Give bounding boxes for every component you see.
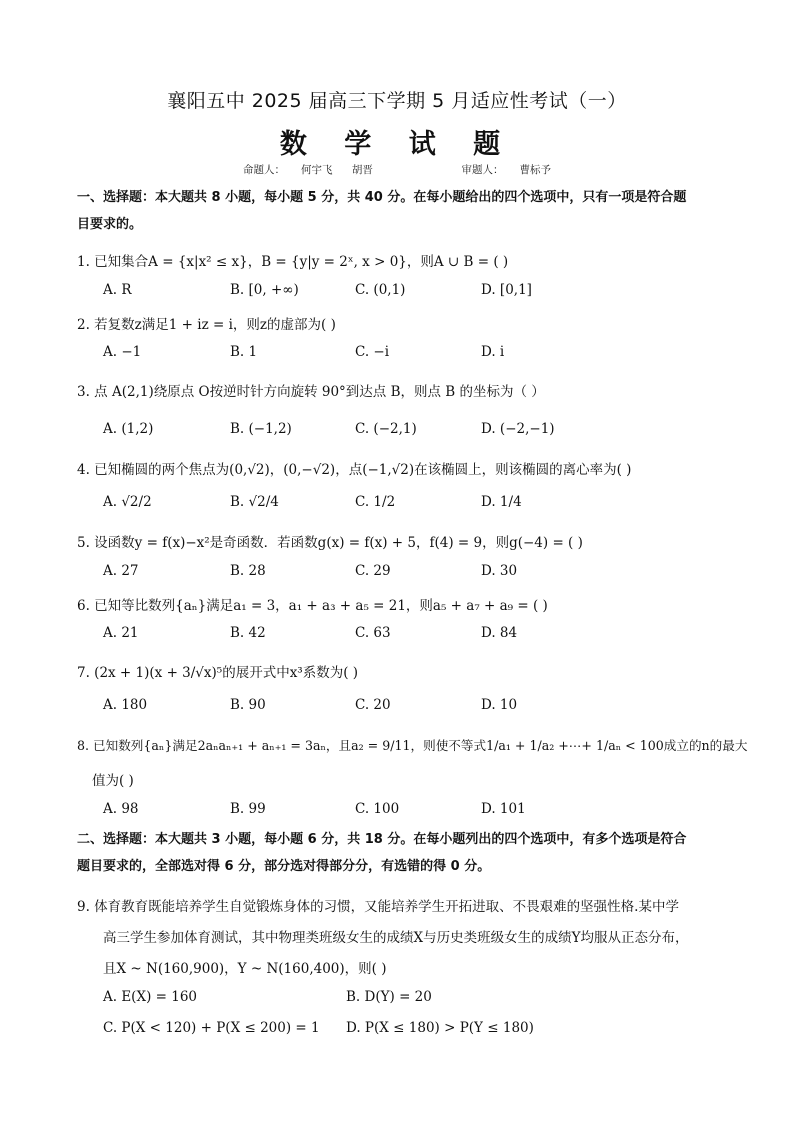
- section-1-heading-line-2: 目要求的。: [77, 217, 143, 232]
- q4-option-b: B. √2/4: [230, 494, 279, 510]
- q3-option-d: D. (−2,−1): [481, 421, 555, 437]
- q3-option-c: C. (−2,1): [355, 421, 417, 437]
- q6-option-d: D. 84: [481, 625, 518, 641]
- section-2-heading-line-1: 二、选择题：本大题共 3 小题，每小题 6 分，共 18 分。在每小题列出的四个选项中，有多个选项是符合: [77, 832, 687, 847]
- q6-option-c: C. 63: [355, 625, 391, 641]
- author-1: 何宇飞: [300, 164, 333, 176]
- question-3-options: [103, 421, 723, 441]
- question-4-options: [103, 494, 723, 514]
- q4-option-d: D. 1/4: [481, 494, 522, 510]
- question-2-stem: 2. 若复数z满足1 + iz = i，则z的虚部为( ): [77, 317, 336, 333]
- authors-line: [0, 162, 794, 177]
- q2-option-d: D. i: [481, 344, 505, 360]
- section-2-heading-line-2: 题目要求的，全部选对得 6 分，部分选对得部分分，有选错的得 0 分。: [77, 859, 491, 874]
- q3-option-a: A. (1,2): [103, 421, 154, 437]
- question-5-options: [103, 563, 723, 583]
- question-8-stem-line-1: 8. 已知数列{aₙ}满足2aₙaₙ₊₁ + aₙ₊₁ = 3aₙ，且a₂ = 9/11，则使不等式1/a₁ + 1/a₂ +⋯+ 1/aₙ < 100成立的n的最大: [77, 738, 748, 753]
- q7-option-c: C. 20: [355, 697, 391, 713]
- question-9-options-row-1: [103, 989, 723, 1009]
- q5-option-a: A. 27: [103, 563, 139, 579]
- reviewer-label: 审题人：: [461, 164, 504, 176]
- question-6-stem: 6. 已知等比数列{aₙ}满足a₁ = 3，a₁ + a₃ + a₅ = 21，则a₅ + a₇ + a₉ = ( ): [77, 598, 548, 614]
- q4-option-c: C. 1/2: [355, 494, 396, 510]
- question-8-stem-line-2: 值为( ): [92, 773, 134, 789]
- question-5-stem: 5. 设函数y = f(x)−x²是奇函数．若函数g(x) = f(x) + 5，f(4) = 9，则g(−4) = ( ): [77, 535, 583, 551]
- exam-subject-title: 数 学 试 题: [279, 129, 515, 160]
- q1-option-d: D. [0,1]: [481, 282, 532, 298]
- question-6-options: [103, 625, 723, 645]
- q7-option-b: B. 90: [230, 697, 266, 713]
- section-1-heading: [77, 184, 717, 238]
- q2-option-b: B. 1: [230, 344, 258, 360]
- q8-option-a: A. 98: [103, 801, 139, 817]
- q5-option-d: D. 30: [481, 563, 518, 579]
- question-9-line-2: 高三学生参加体育测试，其中物理类班级女生的成绩X与历史类班级女生的成绩Y均服从正态分布，: [103, 930, 689, 946]
- q8-option-b: B. 99: [230, 801, 266, 817]
- q6-option-a: A. 21: [103, 625, 139, 641]
- q8-option-c: C. 100: [355, 801, 400, 817]
- author-2: 胡晋: [351, 164, 373, 176]
- q3-option-b: B. (−1,2): [230, 421, 292, 437]
- question-3-stem: 3. 点 A(2,1)绕原点 O按逆时针方向旋转 90°到达点 B，则点 B 的坐标为（ ）: [77, 384, 545, 400]
- q1-option-a: A. R: [103, 282, 132, 298]
- question-1-stem: 1. 已知集合A = {x|x² ≤ x}，B = {y|y = 2ˣ, x > 0}，则A ∪ B = ( ): [77, 254, 509, 270]
- question-7-stem: 7. (2x + 1)(x + 3/√x)⁵的展开式中x³系数为( ): [77, 665, 359, 681]
- question-2-options: [103, 344, 723, 364]
- q9-option-d: D. P(X ≤ 180) > P(Y ≤ 180): [346, 1020, 534, 1036]
- section-1-heading-line-1: 一、选择题：本大题共 8 小题，每小题 5 分，共 40 分。在每小题给出的四个选项中，只有一项是符合题: [77, 190, 687, 205]
- q7-option-d: D. 10: [481, 697, 518, 713]
- q4-option-a: A. √2/2: [103, 494, 152, 510]
- question-9-line-3: 且X ~ N(160,900)，Y ~ N(160,400)，则( ): [103, 961, 387, 977]
- q1-option-c: C. (0,1): [355, 282, 406, 298]
- question-8-options: [103, 801, 723, 821]
- q9-option-c: C. P(X < 120) + P(X ≤ 200) = 1: [103, 1020, 320, 1036]
- question-4-stem: 4. 已知椭圆的两个焦点为(0,√2)，(0,−√2)，点(−1,√2)在该椭圆上，则该椭圆的离心率为( ): [77, 462, 632, 478]
- question-1-options: [103, 282, 723, 302]
- q2-option-a: A. −1: [103, 344, 142, 360]
- q6-option-b: B. 42: [230, 625, 266, 641]
- q8-option-d: D. 101: [481, 801, 526, 817]
- q1-option-b: B. [0, +∞): [230, 282, 299, 298]
- exam-title: 襄阳五中 2025 届高三下学期 5 月适应性考试（一）: [167, 90, 627, 112]
- q9-option-a: A. E(X) = 160: [103, 989, 197, 1005]
- q5-option-c: C. 29: [355, 563, 391, 579]
- question-9-line-1: 9. 体育教育既能培养学生自觉锻炼身体的习惯，又能培养学生开拓进取、不畏艰难的坚强性格.某中学: [77, 899, 679, 915]
- question-7-options: [103, 697, 723, 717]
- q5-option-b: B. 28: [230, 563, 266, 579]
- q2-option-c: C. −i: [355, 344, 390, 360]
- section-2-heading: [77, 826, 717, 880]
- q7-option-a: A. 180: [103, 697, 148, 713]
- reviewer: 曹标予: [519, 164, 552, 176]
- authors-label: 命题人：: [242, 164, 285, 176]
- question-9-options-row-2: [103, 1020, 723, 1040]
- q9-option-b: B. D(Y) = 20: [346, 989, 432, 1005]
